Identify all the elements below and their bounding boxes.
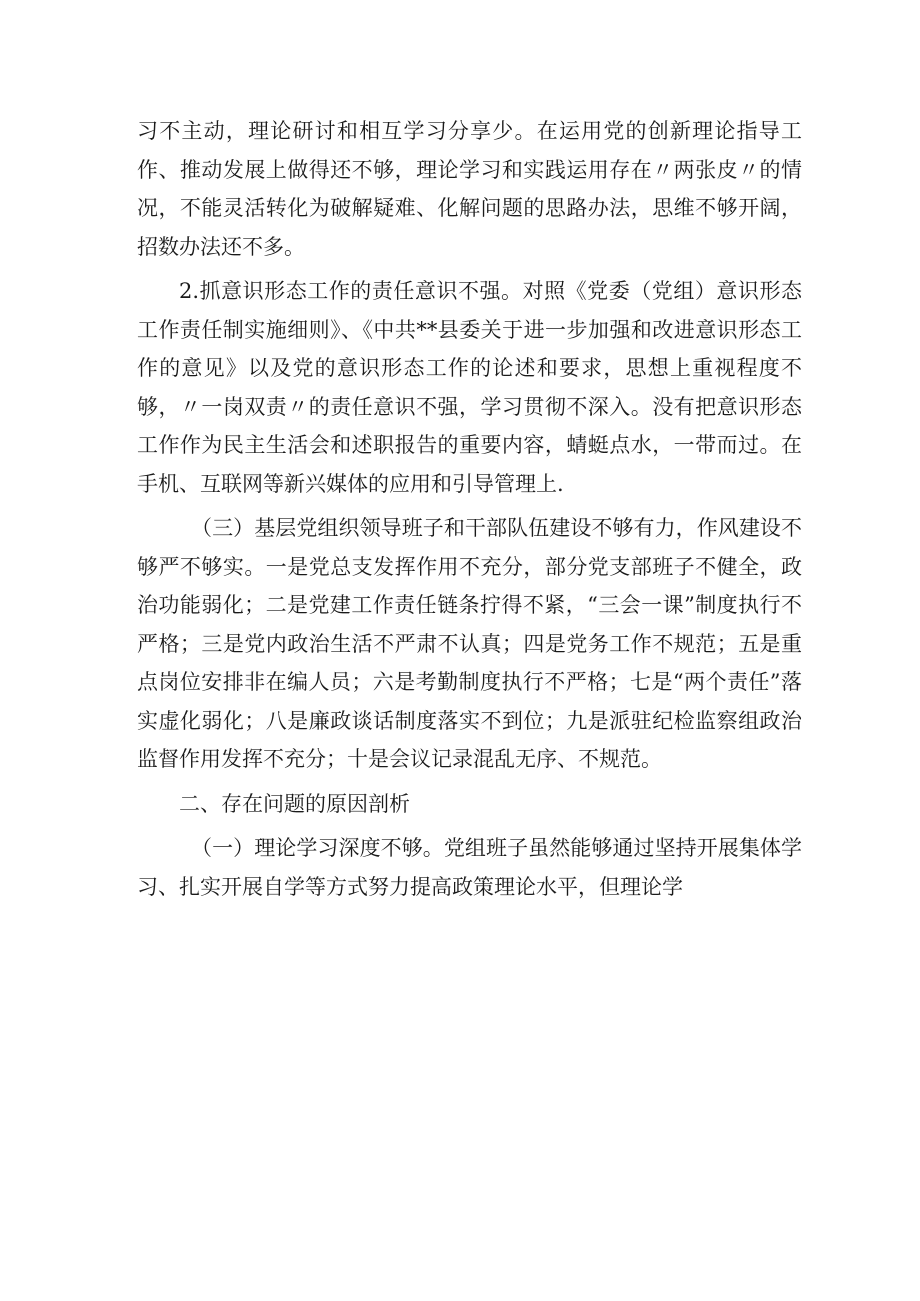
document-body xyxy=(137,112,802,906)
paragraph-continuation: 习不主动，理论研讨和相互学习分享少。在运用党的创新理论指导工作、推动发展上做得还不够，理论学习和实践运用存在〃两张皮〃的情况，不能灵活转化为破解疑难、化解问题的思路办法，思维不够开阔，招数办法还不多。 xyxy=(137,119,802,259)
paragraph-section-3: （三）基层党组织领导班子和干部队伍建设不够有力，作风建设不够严不够实。一是党总支发挥作用不充分，部分党支部班子不健全，政治功能弱化；二是党建工作责任链条拧得不紧，“三会一课”制度执行不严格；三是党内政治生活不严肃不认真；四是党务工作不规范；五是重点岗位安排非在编人员；六是考勤制度执行不严格；七是“两个责任”落实虚化弱化；八是廉政谈话制度落实不到位；九是派驻纪检监察组政治监督作用发挥不充分；十是会议记录混乱无序、不规范。 xyxy=(137,516,802,771)
section-heading-cause-analysis: 二、存在问题的原因剖析 xyxy=(179,791,410,816)
paragraph-section-2-1: （一）理论学习深度不够。党组班子虽然能够通过坚持开展集体学习、扎实开展自学等方式努力提高政策理论水平，但理论学 xyxy=(137,836,802,899)
paragraph-item-2: 2.抓意识形态工作的责任意识不强。对照《党委（党组）意识形态工作责任制实施细则》、《中共**县委关于进一步加强和改进意识形态工作的意见》以及党的意识形态工作的论述和要求，思想上重视程度不够，〃一岗双责〃的责任意识不强，学习贯彻不深入。没有把意识形态工作作为民主生活会和述职报告的重要内容，蜻蜓点水，一带而过。在手机、互联网等新兴媒体的应用和引导管理上. xyxy=(137,279,802,496)
